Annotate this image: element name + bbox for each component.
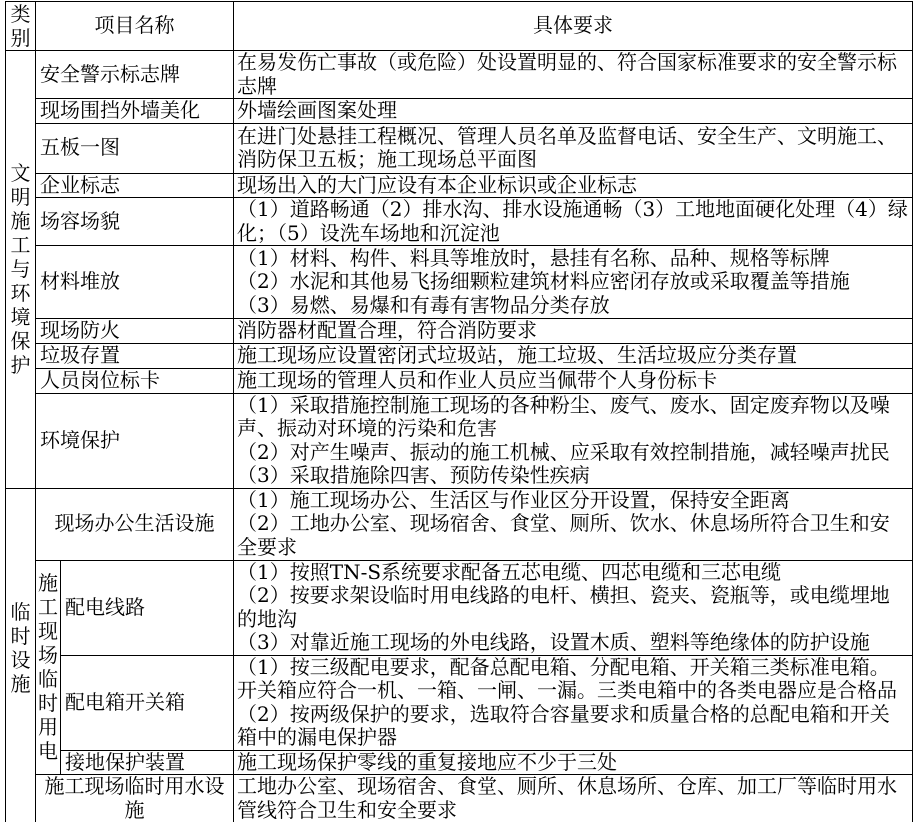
item-name: 接地保护装置 xyxy=(61,750,234,775)
requirement-text: 施工现场应设置密闭式垃圾站，施工垃圾、生活垃圾应分类存置 xyxy=(237,343,797,367)
requirement-text: 施工现场保护零线的重复接地应不少于三处 xyxy=(237,750,617,774)
table-row xyxy=(6,488,913,560)
requirement-text: （1）采取措施控制施工现场的各种粉尘、废气、废水、固定废弃物以及噪声、振动对环境的污染和危害 xyxy=(237,393,890,440)
requirement-cell xyxy=(234,775,913,822)
item-name: 材料堆放 xyxy=(36,246,234,319)
table-row xyxy=(6,775,913,822)
requirement-text: （1）按三级配电要求，配备总配电箱、分配电箱、开关箱三类标准电箱。开关箱应符合一机、一箱、一闸、一漏。三类电箱中的各类电器应是合格品 xyxy=(237,655,897,702)
table-row xyxy=(6,319,913,344)
requirement-cell xyxy=(234,393,913,488)
item-name: 施工现场临时用水设施 xyxy=(36,775,234,822)
category-temporary-facilities xyxy=(6,488,36,822)
requirement-cell xyxy=(234,343,913,368)
requirement-text: 消防器材配置合理，符合消防要求 xyxy=(237,318,537,342)
requirement-cell xyxy=(234,123,913,173)
item-name: 配电箱开关箱 xyxy=(61,655,234,750)
item-name: 五板一图 xyxy=(36,123,234,173)
requirement-text: （3）采取措施除四害、预防传染性疾病 xyxy=(237,463,590,487)
requirement-text: （2）水泥和其他易飞扬细颗粒建筑材料应密闭存放或采取覆盖等措施 xyxy=(237,269,850,294)
requirement-cell xyxy=(234,368,913,393)
subcategory-temporary-power xyxy=(36,560,61,775)
requirement-cell xyxy=(234,488,913,560)
requirements-table xyxy=(5,1,913,822)
requirement-text: 现场出入的大门应设有本企业标识或企业标志 xyxy=(237,173,637,197)
requirement-text: 在易发伤亡事故（或危险）处设置明显的、符合国家标准要求的安全警示标志牌 xyxy=(237,50,897,98)
item-name: 现场围挡外墙美化 xyxy=(36,99,234,124)
requirement-text: 外墙绘画图案处理 xyxy=(237,98,397,122)
table-row xyxy=(6,368,913,393)
category-civilized-construction xyxy=(6,51,36,489)
table-row xyxy=(6,655,913,750)
requirement-text: 施工现场的管理人员和作业人员应当佩带个人身份标卡 xyxy=(237,368,717,392)
requirement-cell xyxy=(234,560,913,655)
item-name: 场容场貌 xyxy=(36,198,234,246)
table-row xyxy=(6,51,913,99)
header-category xyxy=(6,2,36,51)
requirement-text: （2）按要求架设临时用电线路的电杆、横担、瓷夹、瓷瓶等，或电缆埋地的地沟 xyxy=(237,583,890,631)
table-row xyxy=(6,246,913,319)
table-row xyxy=(6,99,913,124)
requirement-text: （1）材料、构件、料具等堆放时，悬挂有名称、品种、规格等标牌 xyxy=(237,245,830,270)
table-row xyxy=(6,123,913,173)
category-label: 临时设施 xyxy=(10,600,31,697)
item-name: 安全警示标志牌 xyxy=(36,51,234,99)
requirement-text: （1）道路畅通（2）排水沟、排水设施通畅（3）工地地面硬化处理（4）绿化；（5）设洗车场地和沉淀池 xyxy=(237,197,908,245)
table-row xyxy=(6,198,913,246)
requirement-text: （2）对产生噪声、振动的施工机械、应采取有效控制措施，减轻噪声扰民 xyxy=(237,439,890,464)
requirement-text: （2）按两级保护的要求，选取符合容量要求和质量合格的总配电箱和开关箱中的漏电保护器 xyxy=(237,701,890,749)
requirement-cell xyxy=(234,655,913,750)
requirement-cell xyxy=(234,750,913,775)
requirement-text: （2）工地办公室、现场宿舍、食堂、厕所、饮水、休息场所符合卫生和安全要求 xyxy=(237,511,890,559)
table-header-row xyxy=(6,2,913,51)
requirement-cell xyxy=(234,319,913,344)
header-item-name: 项目名称 xyxy=(36,2,234,51)
header-category-label: 类别 xyxy=(10,2,31,50)
requirement-text: （1）施工现场办公、生活区与作业区分开设置，保持安全距离 xyxy=(237,488,790,512)
requirement-cell xyxy=(234,198,913,246)
requirement-text: 在进门处悬挂工程概况、管理人员名单及监督电话、安全生产、文明施工、消防保卫五板；施工现场总平面图 xyxy=(237,123,897,171)
requirement-text: （1）按照TN-S系统要求配备五芯电缆、四芯电缆和三芯电缆 xyxy=(237,560,782,584)
item-name: 配电线路 xyxy=(61,560,234,655)
item-name: 人员岗位标卡 xyxy=(36,368,234,393)
table-row xyxy=(6,750,913,775)
table-row xyxy=(6,173,913,198)
category-label: 文明施工与环境保护 xyxy=(10,161,31,378)
requirement-text: （3）易燃、易爆和有毒有害物品分类存放 xyxy=(237,292,610,317)
table-row xyxy=(6,343,913,368)
requirement-cell xyxy=(234,246,913,319)
table-row xyxy=(6,560,913,655)
subcategory-label: 施工现场临时用电 xyxy=(38,571,58,764)
item-name: 企业标志 xyxy=(36,173,234,198)
item-name: 现场防火 xyxy=(36,319,234,344)
requirement-text: （3）对靠近施工现场的外电线路，设置木质、塑料等绝缘体的防护设施 xyxy=(237,630,870,654)
requirement-cell xyxy=(234,99,913,124)
header-requirements: 具体要求 xyxy=(234,2,913,51)
item-name: 垃圾存置 xyxy=(36,343,234,368)
requirement-text: 工地办公室、现场宿舍、食堂、厕所、休息场所、仓库、加工厂等临时用水管线符合卫生和安全要求 xyxy=(237,774,897,822)
table-row xyxy=(6,393,913,488)
item-name: 现场办公生活设施 xyxy=(36,488,234,560)
requirement-cell xyxy=(234,51,913,99)
item-name: 环境保护 xyxy=(36,393,234,488)
requirement-cell xyxy=(234,173,913,198)
